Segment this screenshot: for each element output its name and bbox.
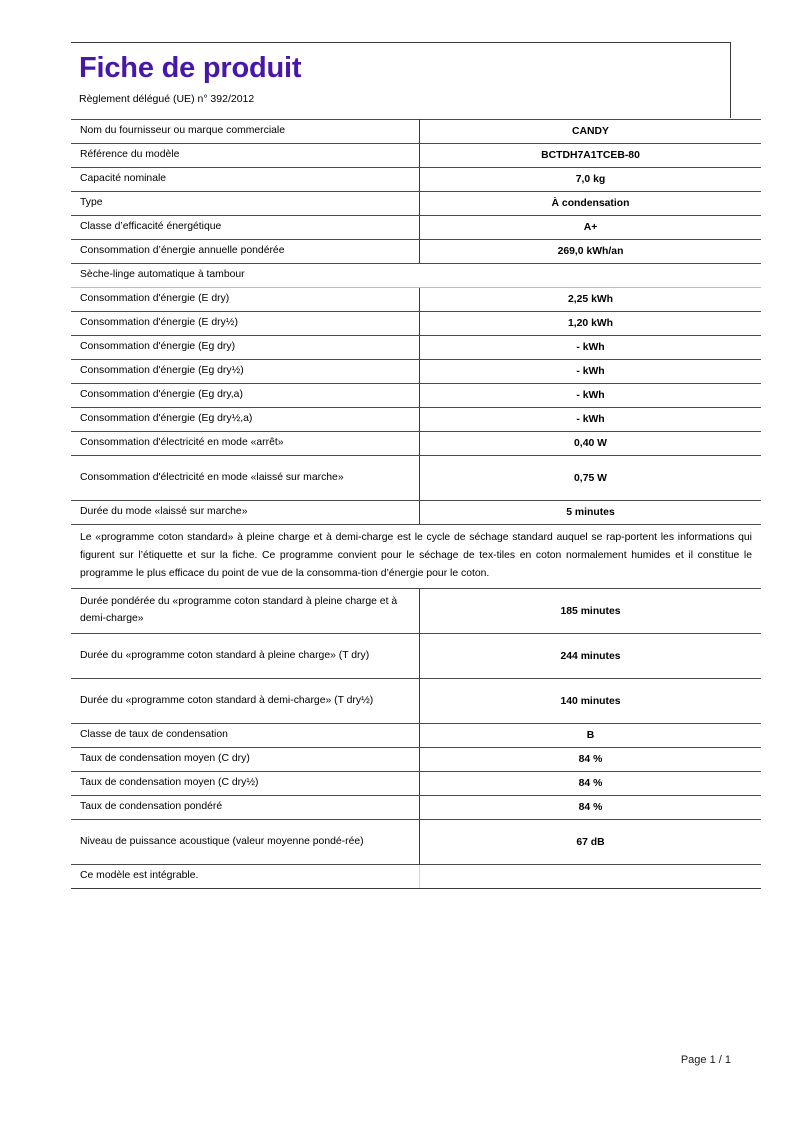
row-label: Taux de condensation pondéré <box>71 796 420 820</box>
document-header <box>71 42 731 118</box>
table-row <box>71 240 761 264</box>
product-spec-table <box>71 119 761 889</box>
table-row <box>71 168 761 192</box>
row-value: 0,75 W <box>420 456 762 501</box>
table-row <box>71 336 761 360</box>
standard-programme-note: Le «programme coton standard» à pleine charge et à demi-charge est le cycle de séchage standard auquel se rap-portent les informations qui figurent sur l’étiquette et sur la fiche. Ce programme convient pour le séchage de tex-tiles en coton normalement humides et il constitue le programme le plus efficace du point de vue de la consomma-tion d’énergie pour le coton. <box>71 525 761 589</box>
page-number: Page 1 / 1 <box>680 1054 731 1066</box>
row-label: Durée du mode «laissé sur marche» <box>71 501 420 525</box>
table-row <box>71 384 761 408</box>
table-row <box>71 312 761 336</box>
table-row <box>71 589 761 634</box>
table-row <box>71 724 761 748</box>
row-value: BCTDH7A1TCEB-80 <box>420 144 762 168</box>
row-label: Durée du «programme coton standard à pleine charge» (T dry) <box>71 634 420 679</box>
row-value: À condensation <box>420 192 762 216</box>
row-value: 67 dB <box>420 820 762 865</box>
row-label: Niveau de puissance acoustique (valeur moyenne pondé-rée) <box>71 820 420 865</box>
row-value: 0,40 W <box>420 432 762 456</box>
row-value: - kWh <box>420 360 762 384</box>
row-value: - kWh <box>420 408 762 432</box>
row-label: Taux de condensation moyen (C dry) <box>71 748 420 772</box>
row-value: 5 minutes <box>420 501 762 525</box>
row-label: Classe de taux de condensation <box>71 724 420 748</box>
row-value: - kWh <box>420 336 762 360</box>
row-label: Consommation d'énergie (Eg dry½,a) <box>71 408 420 432</box>
page-title: Fiche de produit <box>79 52 302 84</box>
row-label: Durée du «programme coton standard à demi-charge» (T dry½) <box>71 679 420 724</box>
table-row <box>71 408 761 432</box>
row-label: Ce modèle est intégrable. <box>71 865 420 889</box>
row-value: - kWh <box>420 384 762 408</box>
table-row-section-heading <box>71 264 761 288</box>
table-row <box>71 748 761 772</box>
row-value: 140 minutes <box>420 679 762 724</box>
table-row <box>71 634 761 679</box>
row-label: Classe d’efficacité énergétique <box>71 216 420 240</box>
row-value: 84 % <box>420 772 762 796</box>
row-value: 84 % <box>420 796 762 820</box>
row-value: A+ <box>420 216 762 240</box>
table-row-note <box>71 525 761 589</box>
row-value: B <box>420 724 762 748</box>
table-row <box>71 501 761 525</box>
row-value: 244 minutes <box>420 634 762 679</box>
row-value: 269,0 kWh/an <box>420 240 762 264</box>
table-row <box>71 679 761 724</box>
row-label: Consommation d'électricité en mode «arrêt» <box>71 432 420 456</box>
table-row <box>71 772 761 796</box>
table-row <box>71 120 761 144</box>
row-label: Consommation d’énergie annuelle pondérée <box>71 240 420 264</box>
table-row-footnote <box>71 865 761 889</box>
table-row <box>71 796 761 820</box>
table-row <box>71 432 761 456</box>
row-label: Consommation d'énergie (E dry) <box>71 288 420 312</box>
row-value: CANDY <box>420 120 762 144</box>
row-label: Référence du modèle <box>71 144 420 168</box>
row-value <box>420 865 762 889</box>
table-row <box>71 456 761 501</box>
row-label: Taux de condensation moyen (C dry½) <box>71 772 420 796</box>
row-label: Consommation d'énergie (Eg dry) <box>71 336 420 360</box>
row-label: Durée pondérée du «programme coton standard à pleine charge et à demi-charge» <box>71 589 420 634</box>
row-value: 2,25 kWh <box>420 288 762 312</box>
row-label: Consommation d'énergie (E dry½) <box>71 312 420 336</box>
table-row <box>71 192 761 216</box>
row-label: Type <box>71 192 420 216</box>
regulation-reference: Règlement délégué (UE) n° 392/2012 <box>79 93 255 106</box>
table-row <box>71 144 761 168</box>
row-label: Consommation d'électricité en mode «laissé sur marche» <box>71 456 420 501</box>
table-row <box>71 216 761 240</box>
row-label: Capacité nominale <box>71 168 420 192</box>
row-label: Nom du fournisseur ou marque commerciale <box>71 120 420 144</box>
row-value: 185 minutes <box>420 589 762 634</box>
row-label: Sèche-linge automatique à tambour <box>71 264 761 288</box>
row-value: 7,0 kg <box>420 168 762 192</box>
table-row <box>71 360 761 384</box>
row-label: Consommation d'énergie (Eg dry,a) <box>71 384 420 408</box>
row-label: Consommation d'énergie (Eg dry½) <box>71 360 420 384</box>
row-value: 84 % <box>420 748 762 772</box>
table-row <box>71 288 761 312</box>
table-row <box>71 820 761 865</box>
row-value: 1,20 kWh <box>420 312 762 336</box>
